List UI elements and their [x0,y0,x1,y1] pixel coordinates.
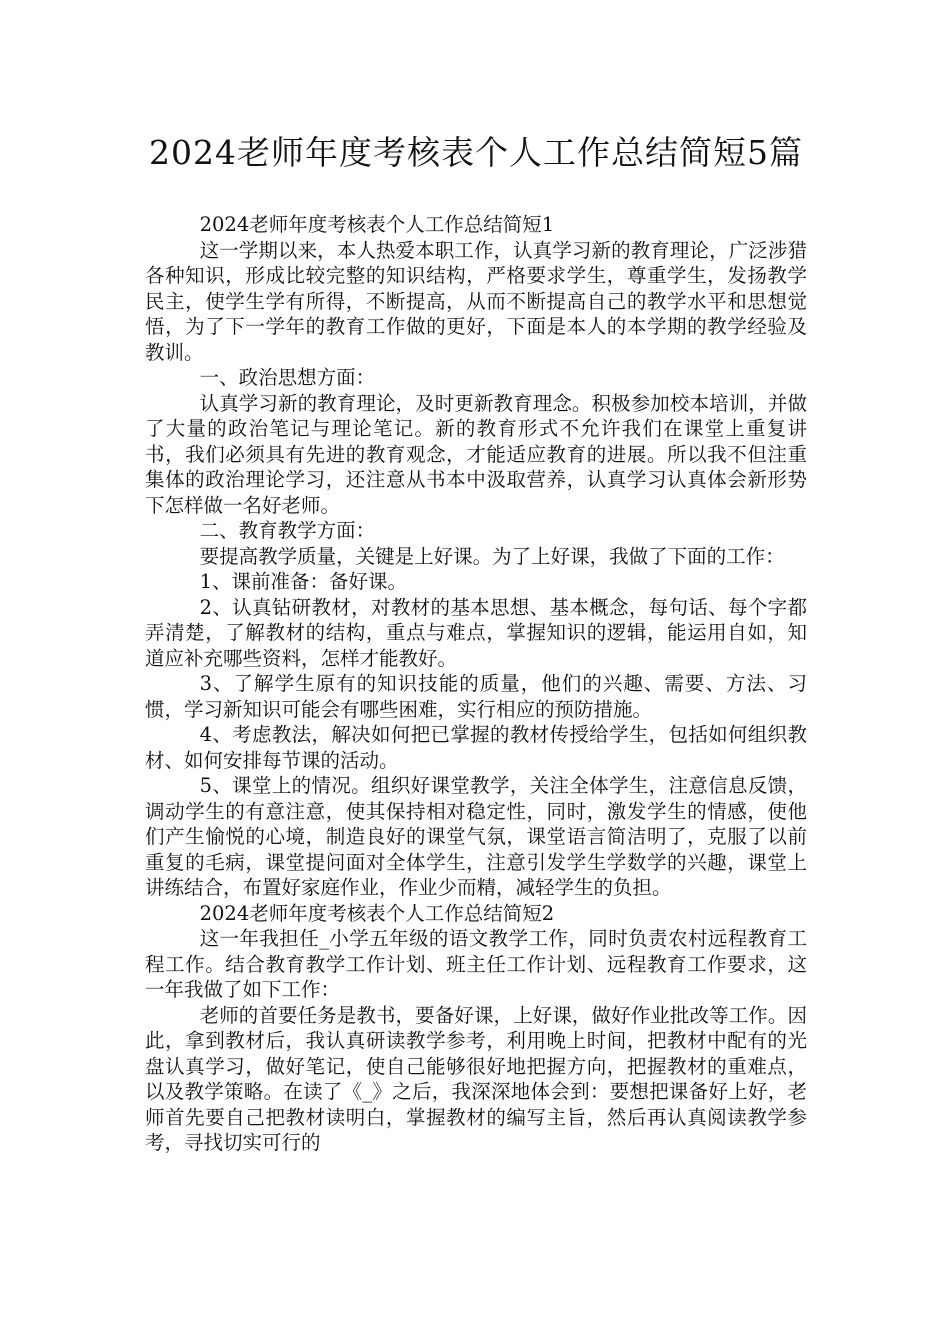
list-item: 1、课前准备：备好课。 [199,570,408,593]
paragraph: 这一学期以来，本人热爱本职工作，认真学习新的教育理论，广泛涉猎各种知识，形成比较完整的知识结构，严格要求学生，尊重学生，发扬教学民主，使学生学有所得，不断提高，从而不断提高自己的教学水平和思想觉悟，为了下一学年的教育工作做的更好，下面是本人的本学期的教学经验及教训。 [145,238,807,364]
list-item: 3、了解学生原有的知识技能的质量，他们的兴趣、需要、方法、习惯，学习新知识可能会有哪些困难，实行相应的预防措施。 [145,672,807,721]
paragraph: 这一年我担任_小学五年级的语文教学工作，同时负责农村远程教育工程工作。结合教育教学工作计划、班主任工作计划、远程教育工作要求，这一年我做了如下工作： [145,927,807,1001]
document-title: 2024老师年度考核表个人工作总结简短5篇 [149,133,803,172]
list-item: 2、认真钻研教材，对教材的基本思想、基本概念，每句话、每个字都弄清楚，了解教材的结构，重点与难点，掌握知识的逻辑，能运用自如，知道应补充哪些资料，怎样才能教好。 [145,595,807,670]
subheading: 一、政治思想方面： [199,366,376,389]
section-heading: 2024老师年度考核表个人工作总结简短2 [199,901,555,925]
paragraph: 认真学习新的教育理论，及时更新教育理念。积极参加校本培训，并做了大量的政治笔记与理论笔记。新的教育形式不允许我们在课堂上重复讲书，我们必须具有先进的教育观念，才能适应教育的进展。所以我不但注重集体的政治理论学习，还注意从书本中汲取营养，认真学习认真体会新形势下怎样做一名好老师。 [145,391,807,517]
list-item: 4、考虑教法，解决如何把已掌握的教材传授给学生，包括如何组织教材、如何安排每节课的活动。 [145,723,807,772]
section-heading: 2024老师年度考核表个人工作总结简短1 [199,213,555,236]
paragraph: 老师的首要任务是教书，要备好课，上好课，做好作业批改等工作。因此，拿到教材后，我认真研读教学参考，利用晚上时间，把教材中配有的光盘认真学习，做好笔记，使自己能够很好地把握方向，把握教材的重难点，以及教学策略。在读了《_》之后，我深深地体会到：要想把课备好上好，老师首先要自己把教材读明白，掌握教材的编写主旨，然后再认真阅读教学参考，寻找切实可行的 [145,1003,807,1154]
document-body [145,212,807,1156]
document-page [145,128,807,1156]
paragraph: 要提高教学质量，关键是上好课。为了上好课，我做了下面的工作： [199,544,785,568]
list-item: 5、课堂上的情况。组织好课堂教学，关注全体学生，注意信息反馈，调动学生的有意注意，使其保持相对稳定性，同时，激发学生的情感，使他们产生愉悦的心境，制造良好的课堂气氛，课堂语言简洁明了，克服了以前重复的毛病，课堂提问面对全体学生，注意引发学生学数学的兴趣，课堂上讲练结合，布置好家庭作业，作业少而精，减轻学生的负担。 [145,774,807,899]
subheading: 二、教育教学方面： [199,519,376,542]
